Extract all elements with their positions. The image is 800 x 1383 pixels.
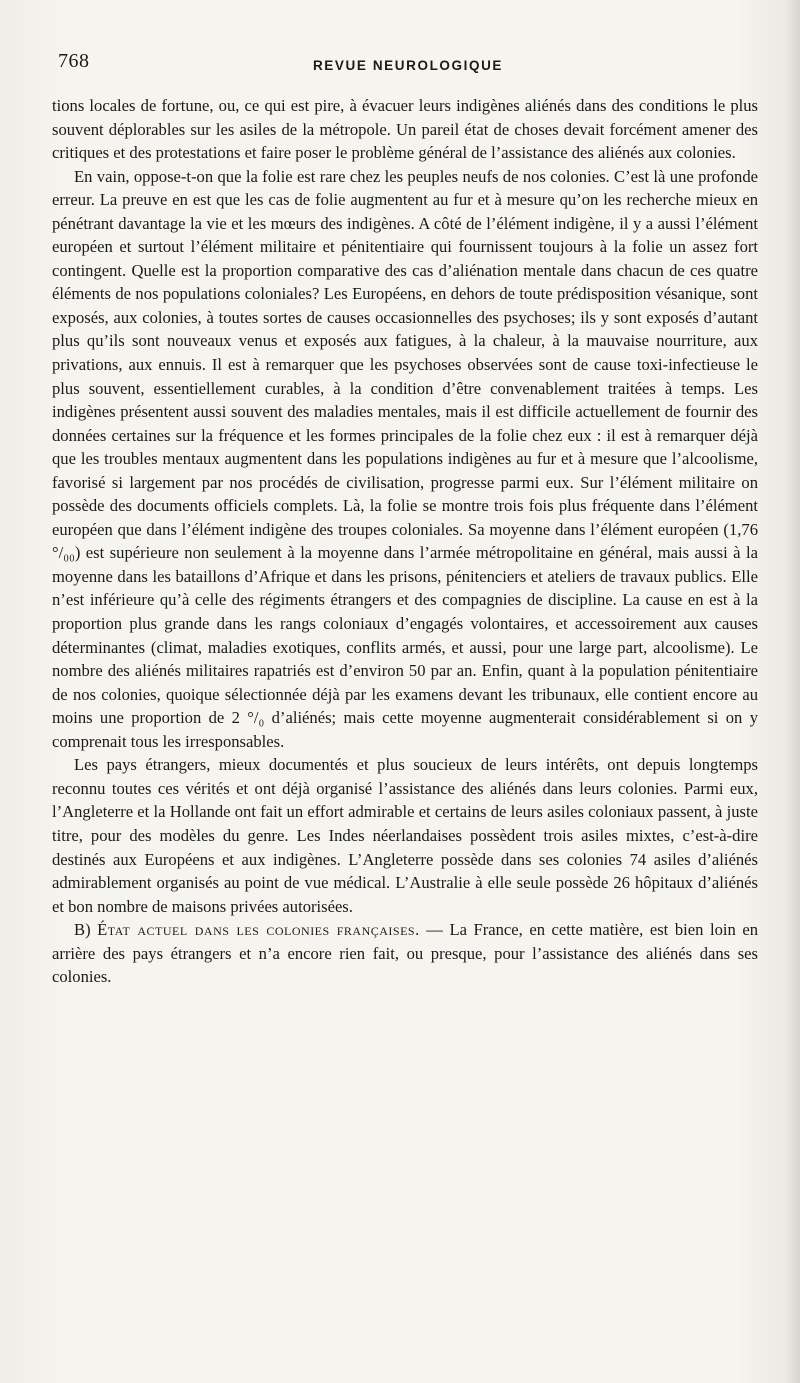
page-number: 768 [58, 50, 90, 72]
paragraph-4 [52, 918, 758, 989]
section-label: B) [74, 920, 98, 940]
page-edge-shadow [786, 0, 800, 1383]
journal-title: REVUE NEUROLOGIQUE [312, 58, 504, 73]
paragraph-3: Les pays étrangers, mieux documentés et plus soucieux de leurs intérêts, ont depuis longtemps reconnu toutes ces vérités et ont déjà organisé l’assistance des aliénés dans leurs colonies. Parmi eux, l’Angleterre et la Hollande ont fait un effort admirable et certains de leurs asiles coloniaux passent, à juste titre, pour des modèles du genre. Les Indes néerlandaises possèdent trois asiles mixtes, c’est-à-dire destinés aux Européens et aux indigènes. L’Angleterre possède dans ses colonies 74 asiles d’aliénés admirablement organisés au point de vue médical. L’Australie à elle seule possède 26 hôpitaux d’aliénés et bon nombre de maisons privées autorisées. [52, 755, 758, 916]
paragraph-2: En vain, oppose-t-on que la folie est rare chez les peuples neufs de nos colonies. C’est là une profonde erreur. La preuve en est que les cas de folie augmentent au fur et à mesure qu’on les recherche mieux en pénétrant davantage la vie et les mœurs des indigènes. A côté de l’élément indigène, il y a aussi l’élément européen et surtout l’élément militaire et pénitentiaire qui fournissent toujours à la folie un assez fort contingent. Quelle est la proportion comparative des cas d’aliénation mentale dans chacun de ces quatre éléments de nos populations coloniales? Les Européens, en dehors de toute prédisposition vésanique, sont exposés, aux colonies, à toutes sortes de causes occasionnelles des psychoses; ils y sont exposés d’autant plus qu’ils sont nouveaux venus et exposés aux fatigues, à la chaleur, à la mauvaise nourriture, aux privations, aux ennuis. Il est à remarquer que les psychoses observées sont de cause toxi-infectieuse le plus souvent, essentiellement curables, à la condition d’être convenablement traitées à temps. Les indigènes présentent aussi souvent des maladies mentales, mais il est difficile actuellement de fournir des données certaines sur la fréquence et les formes principales de la folie chez eux : il est à remarquer déjà que les troubles mentaux augmentent dans les populations indigènes au fur et à mesure que l’alcoolisme, favorisé si largement par nos procédés de civilisation, progresse parmi eux. Sur l’élément militaire on possède des documents officiels complets. Là, la folie se montre trois fois plus fréquente dans l’élément européen que dans l’élément indigène des troupes coloniales. Sa moyenne dans l’élément européen (1,76 °/₀₀) est supérieure non seulement à la moyenne dans l’armée métropolitaine en général, mais aussi à la moyenne dans les bataillons d’Afrique et dans les prisons, pénitenciers et ateliers de travaux publics. Elle n’est inférieure qu’à celle des régiments étrangers et des compagnies de discipline. La cause en est à la proportion plus grande dans les rangs coloniaux d’engagés volontaires, et accessoirement aux causes déterminantes (climat, maladies exotiques, conflits armés, et aussi, pour une large part, alcoolisme). Le nombre des aliénés militaires rapatriés est d’environ 50 par an. Enfin, quant à la population pénitentiaire de nos colonies, quoique sélectionnée déjà par les examens devant les tribunaux, elle contient encore au moins une proportion de 2 °/₀ d’aliénés; mais cette moyenne augmenterait considérablement si on y comprenait tous les irresponsables. [52, 166, 758, 751]
paragraph-4-text: — La France, en cette matière, est bien loin en arrière des pays étrangers et n’a encore rien fait, ou presque, pour l’assistance des aliénés dans ses colonies. [52, 920, 758, 987]
section-heading: État actuel dans les colonies françaises. [97, 920, 420, 940]
body-text [52, 94, 758, 989]
paragraph-1: tions locales de fortune, ou, ce qui est pire, à évacuer leurs indigènes aliénés dans des conditions le plus souvent déplorables sur les asiles de la métropole. Un pareil état de choses devait forcément amener des critiques et des protestations et faire poser le problème général de l’assistance des aliénés aux colonies. [52, 96, 758, 163]
running-head [58, 50, 758, 80]
